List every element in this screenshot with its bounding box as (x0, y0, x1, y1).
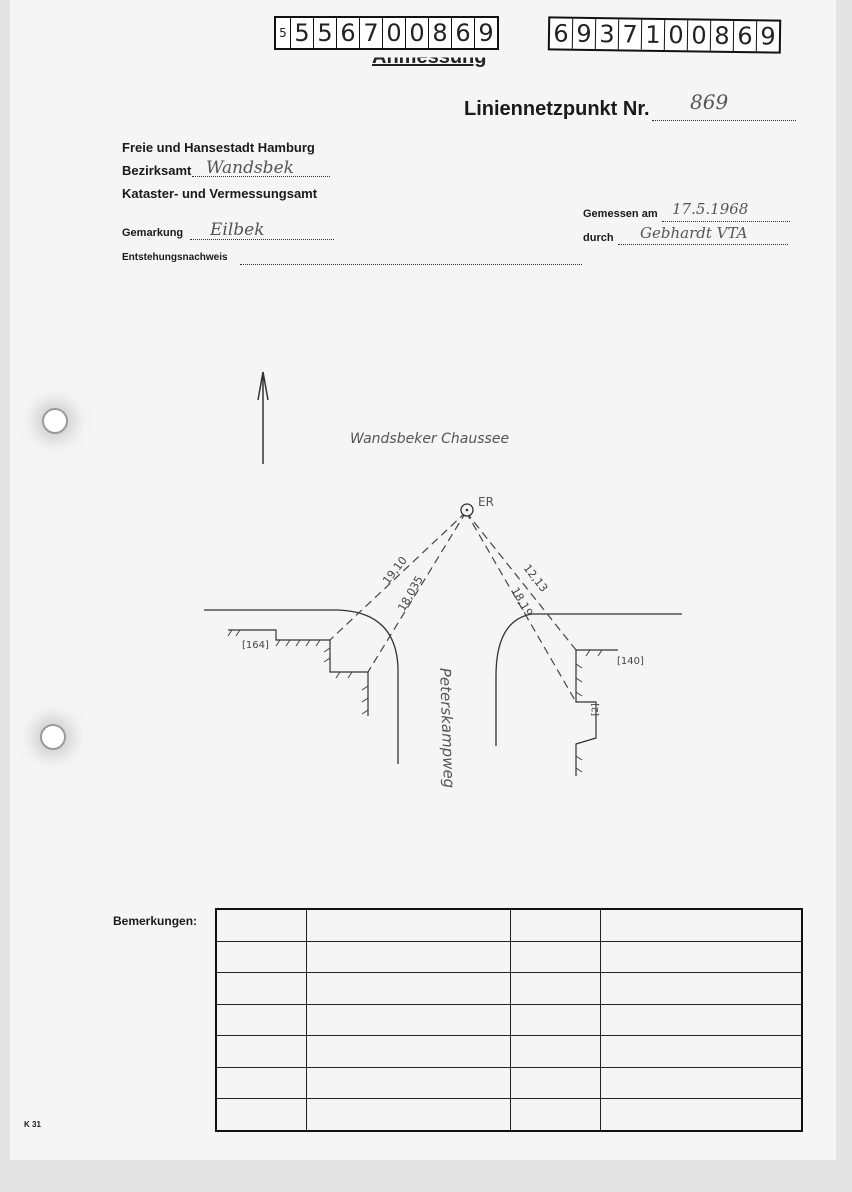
distance-b: 18,035 (395, 573, 426, 614)
house-number-left: [164] (242, 640, 269, 651)
authority-line1: Freie und Hansestadt Hamburg (122, 140, 315, 155)
house-number-right-2: [2] (591, 703, 601, 716)
distance-a: 19,10 (380, 554, 410, 587)
street-top-label: Wandsbeker Chaussee (350, 431, 510, 447)
table-row (216, 941, 802, 973)
gemarkung-label: Gemarkung (122, 227, 184, 239)
punkt-label: Liniennetzpunkt Nr. (464, 98, 650, 120)
table-row (216, 1004, 802, 1036)
table-row (216, 909, 802, 941)
measured-value: 17.5.1968 (672, 200, 749, 218)
stamp-digit: 5 (314, 18, 337, 48)
remarks-table (215, 908, 803, 1132)
by-value: Gebhardt VTA (640, 224, 748, 242)
stamp-digit: 0 (406, 18, 429, 48)
stamp-digit: 6 (550, 18, 573, 48)
stamp-digit: 0 (665, 20, 688, 50)
stamp-digit: 5 (291, 18, 314, 48)
stamp-digit: 9 (573, 19, 596, 49)
entstehung-label: Entstehungsnachweis (122, 252, 228, 263)
curb-right (496, 614, 532, 746)
gemarkung-value: Eilbek (210, 220, 265, 240)
reference-point-icon (461, 504, 473, 516)
stamp-digit: 0 (688, 20, 711, 50)
north-arrow-icon (258, 372, 268, 464)
table-row (216, 1067, 802, 1099)
stamp-digit: 8 (429, 18, 452, 48)
stamp-digit: 9 (478, 19, 494, 47)
stamp-digit: 6 (337, 18, 360, 48)
by-label: durch (583, 232, 614, 244)
measured-label: Gemessen am (583, 208, 658, 220)
stamp-digit: 6 (452, 18, 475, 48)
bezirk-label: Bezirksamt (122, 163, 192, 178)
remarks-label: Bemerkungen: (113, 914, 198, 928)
stamp-digit: 9 (760, 22, 776, 51)
measure-line-c (466, 512, 576, 650)
stamp-digit: 7 (360, 18, 383, 48)
punkt-value: 869 (690, 90, 729, 114)
table-row (216, 1099, 802, 1131)
stamp-digit: 8 (711, 21, 734, 51)
curb-left (204, 610, 398, 764)
table-row (216, 973, 802, 1005)
authority-line3: Kataster- und Vermessungsamt (122, 186, 318, 201)
stamp-digit: 7 (619, 19, 642, 49)
reference-point-label: ER (478, 495, 494, 509)
stamp-digit: 0 (383, 18, 406, 48)
stamp-prefix: 5 (276, 18, 291, 48)
distance-d: 18,19 (508, 585, 536, 619)
stamp-digit: 1 (642, 20, 665, 50)
form-code: K 31 (24, 1120, 41, 1129)
distance-c: 12,13 (520, 561, 551, 595)
stamp-digit: 3 (596, 19, 619, 49)
bezirk-value: Wandsbek (206, 158, 294, 178)
table-row (216, 1036, 802, 1068)
street-side-label: Peterskampweg (436, 667, 459, 789)
stamp-digit: 6 (734, 21, 757, 51)
house-number-right: [140] (617, 656, 644, 667)
